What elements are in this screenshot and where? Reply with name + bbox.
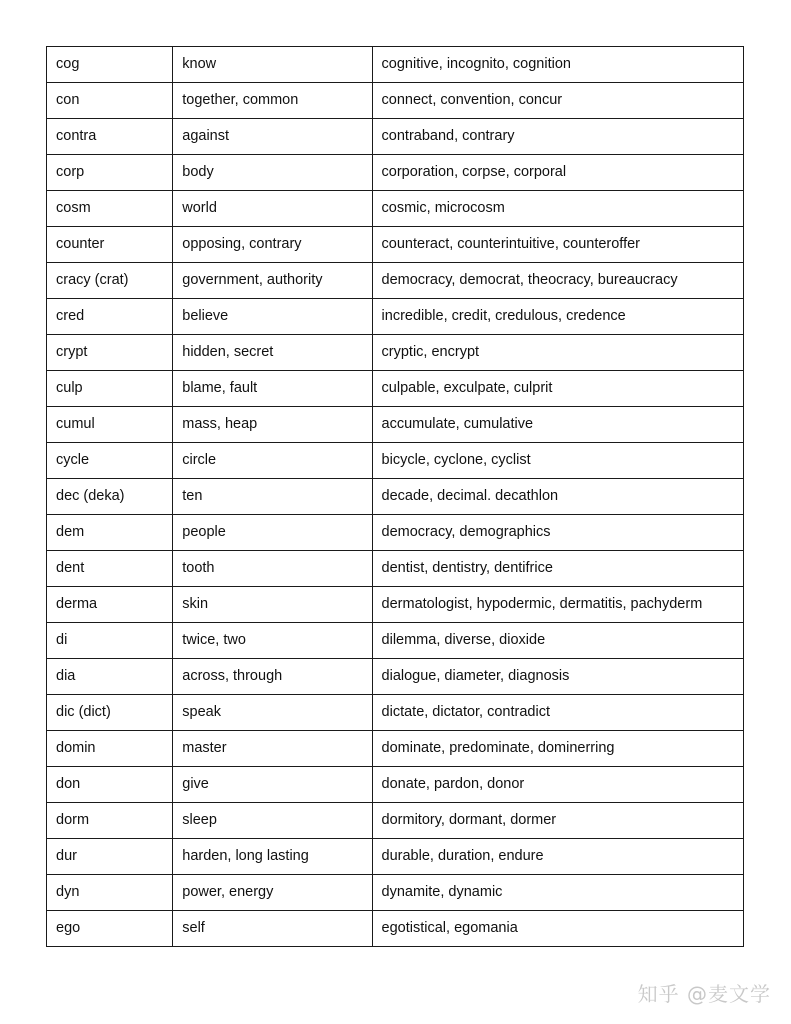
- examples-cell: counteract, counterintuitive, counteroffer: [372, 227, 743, 263]
- table-row: [47, 515, 744, 551]
- root-cell: dur: [47, 839, 173, 875]
- table-row: [47, 263, 744, 299]
- meaning-cell: skin: [173, 587, 372, 623]
- root-cell: cumul: [47, 407, 173, 443]
- meaning-cell: tooth: [173, 551, 372, 587]
- meaning-cell: sleep: [173, 803, 372, 839]
- examples-cell: cognitive, incognito, cognition: [372, 47, 743, 83]
- root-cell: domin: [47, 731, 173, 767]
- examples-cell: culpable, exculpate, culprit: [372, 371, 743, 407]
- root-cell: don: [47, 767, 173, 803]
- table-row: [47, 767, 744, 803]
- meaning-cell: speak: [173, 695, 372, 731]
- table-row: [47, 551, 744, 587]
- meaning-cell: body: [173, 155, 372, 191]
- table-body: [47, 47, 744, 947]
- examples-cell: dialogue, diameter, diagnosis: [372, 659, 743, 695]
- table-row: [47, 371, 744, 407]
- table-row: [47, 191, 744, 227]
- root-cell: corp: [47, 155, 173, 191]
- meaning-cell: know: [173, 47, 372, 83]
- meaning-cell: power, energy: [173, 875, 372, 911]
- table-row: [47, 659, 744, 695]
- meaning-cell: twice, two: [173, 623, 372, 659]
- root-cell: culp: [47, 371, 173, 407]
- meaning-cell: people: [173, 515, 372, 551]
- examples-cell: democracy, democrat, theocracy, bureaucracy: [372, 263, 743, 299]
- examples-cell: democracy, demographics: [372, 515, 743, 551]
- root-cell: ego: [47, 911, 173, 947]
- root-cell: dia: [47, 659, 173, 695]
- meaning-cell: ten: [173, 479, 372, 515]
- examples-cell: cryptic, encrypt: [372, 335, 743, 371]
- meaning-cell: world: [173, 191, 372, 227]
- root-cell: dent: [47, 551, 173, 587]
- table-row: [47, 47, 744, 83]
- table-row: [47, 443, 744, 479]
- root-cell: contra: [47, 119, 173, 155]
- meaning-cell: government, authority: [173, 263, 372, 299]
- table-row: [47, 479, 744, 515]
- root-cell: derma: [47, 587, 173, 623]
- meaning-cell: harden, long lasting: [173, 839, 372, 875]
- examples-cell: cosmic, microcosm: [372, 191, 743, 227]
- watermark: 知乎 @麦文学: [637, 982, 771, 1006]
- meaning-cell: self: [173, 911, 372, 947]
- examples-cell: donate, pardon, donor: [372, 767, 743, 803]
- root-cell: cycle: [47, 443, 173, 479]
- meaning-cell: give: [173, 767, 372, 803]
- table-row: [47, 839, 744, 875]
- examples-cell: dictate, dictator, contradict: [372, 695, 743, 731]
- table-row: [47, 83, 744, 119]
- meaning-cell: master: [173, 731, 372, 767]
- root-cell: di: [47, 623, 173, 659]
- meaning-cell: against: [173, 119, 372, 155]
- root-cell: cracy (crat): [47, 263, 173, 299]
- root-cell: crypt: [47, 335, 173, 371]
- examples-cell: incredible, credit, credulous, credence: [372, 299, 743, 335]
- table-row: [47, 875, 744, 911]
- table-row: [47, 587, 744, 623]
- meaning-cell: together, common: [173, 83, 372, 119]
- meaning-cell: mass, heap: [173, 407, 372, 443]
- examples-cell: dermatologist, hypodermic, dermatitis, pachyderm: [372, 587, 743, 623]
- meaning-cell: blame, fault: [173, 371, 372, 407]
- root-cell: counter: [47, 227, 173, 263]
- examples-cell: dormitory, dormant, dormer: [372, 803, 743, 839]
- table-row: [47, 119, 744, 155]
- root-cell: cred: [47, 299, 173, 335]
- examples-cell: accumulate, cumulative: [372, 407, 743, 443]
- examples-cell: dentist, dentistry, dentifrice: [372, 551, 743, 587]
- meaning-cell: believe: [173, 299, 372, 335]
- table-row: [47, 911, 744, 947]
- root-cell: dic (dict): [47, 695, 173, 731]
- examples-cell: contraband, contrary: [372, 119, 743, 155]
- meaning-cell: opposing, contrary: [173, 227, 372, 263]
- table-row: [47, 299, 744, 335]
- root-cell: cosm: [47, 191, 173, 227]
- examples-cell: dilemma, diverse, dioxide: [372, 623, 743, 659]
- table-row: [47, 155, 744, 191]
- root-cell: dem: [47, 515, 173, 551]
- examples-cell: dynamite, dynamic: [372, 875, 743, 911]
- table-row: [47, 803, 744, 839]
- examples-cell: durable, duration, endure: [372, 839, 743, 875]
- word-roots-table: [46, 46, 744, 947]
- examples-cell: decade, decimal. decathlon: [372, 479, 743, 515]
- meaning-cell: across, through: [173, 659, 372, 695]
- examples-cell: connect, convention, concur: [372, 83, 743, 119]
- table-row: [47, 407, 744, 443]
- root-cell: con: [47, 83, 173, 119]
- root-cell: cog: [47, 47, 173, 83]
- root-cell: dec (deka): [47, 479, 173, 515]
- examples-cell: dominate, predominate, dominerring: [372, 731, 743, 767]
- table-row: [47, 227, 744, 263]
- examples-cell: egotistical, egomania: [372, 911, 743, 947]
- examples-cell: bicycle, cyclone, cyclist: [372, 443, 743, 479]
- table-row: [47, 731, 744, 767]
- table-row: [47, 335, 744, 371]
- root-cell: dorm: [47, 803, 173, 839]
- root-cell: dyn: [47, 875, 173, 911]
- table-row: [47, 623, 744, 659]
- meaning-cell: hidden, secret: [173, 335, 372, 371]
- examples-cell: corporation, corpse, corporal: [372, 155, 743, 191]
- table-row: [47, 695, 744, 731]
- meaning-cell: circle: [173, 443, 372, 479]
